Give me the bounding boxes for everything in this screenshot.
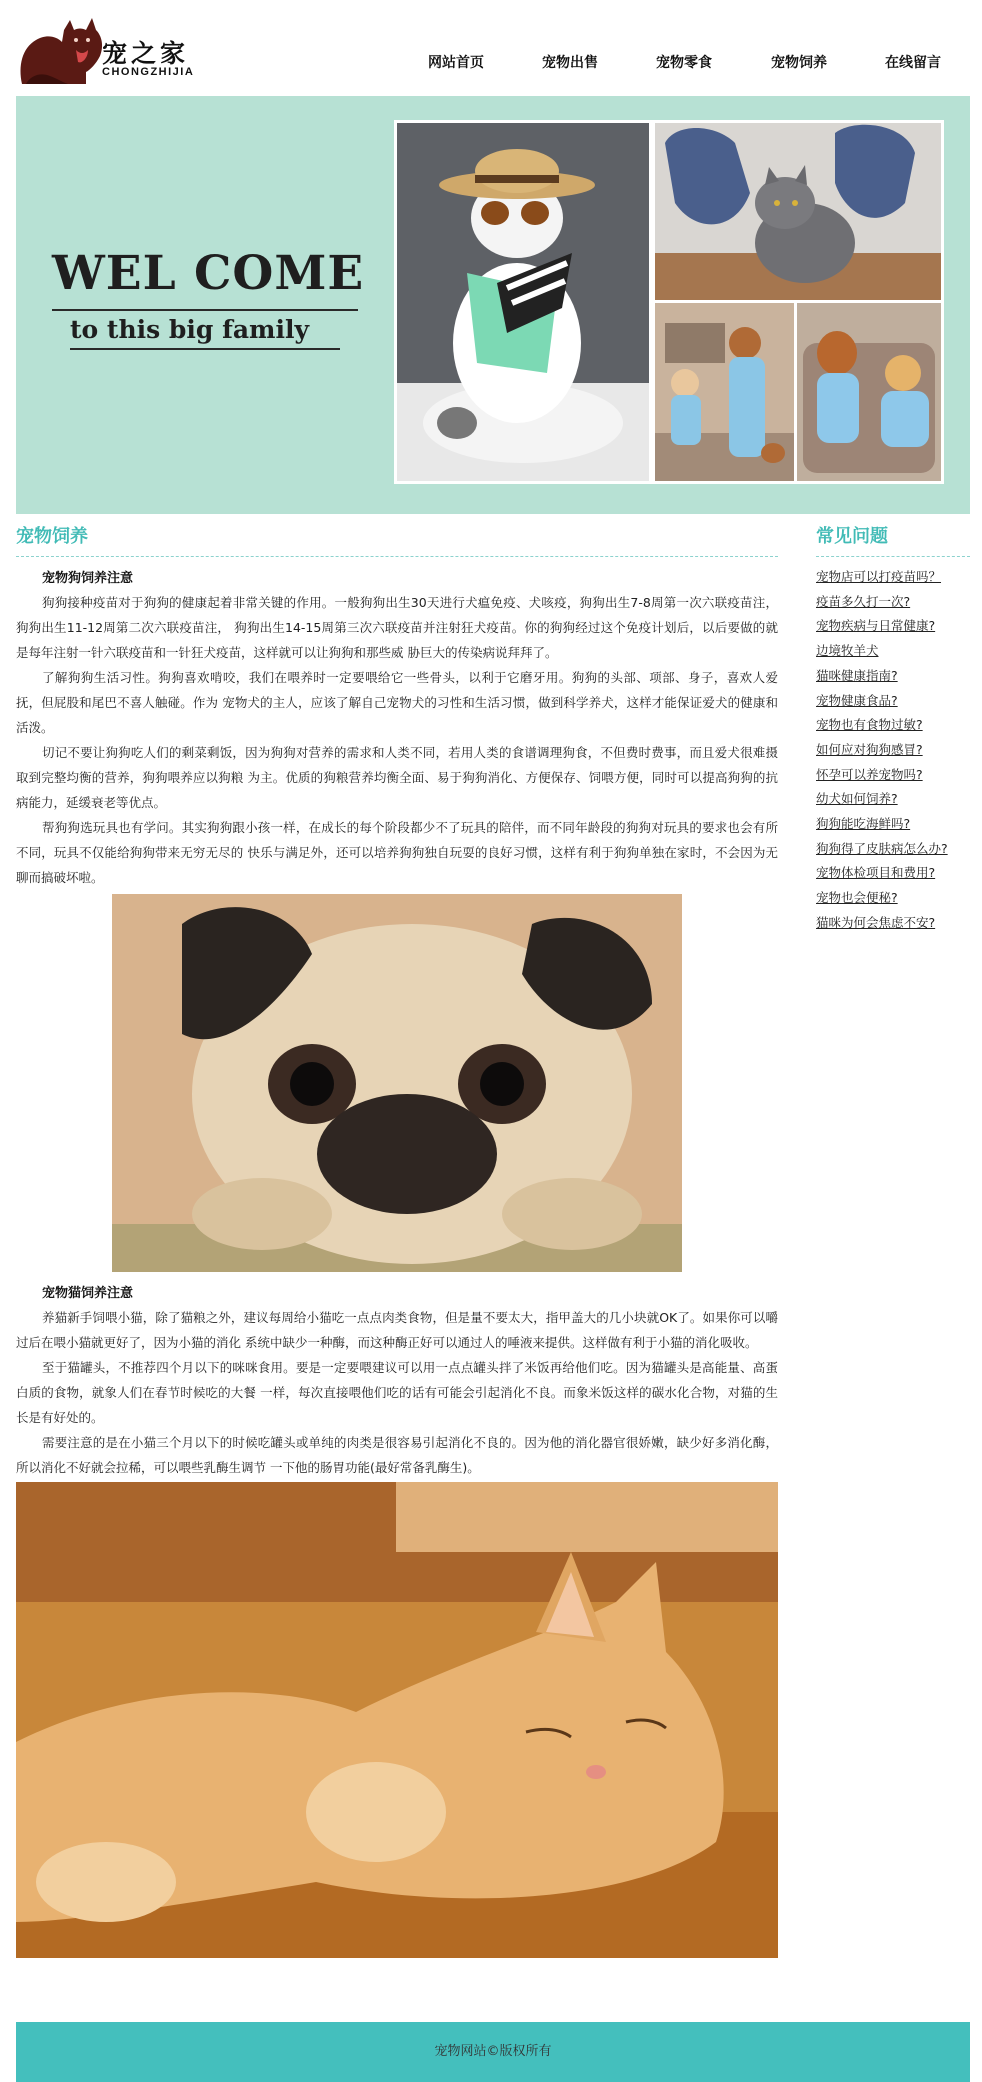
sleeping-cat-photo <box>16 1482 778 1958</box>
dog-paragraph: 帮狗狗选玩具也有学问。其实狗狗跟小孩一样，在成长的每个阶段都少不了玩具的陪伴，而不同年龄段的狗狗对玩具的要求也会有所不同，玩具不仅能给狗狗带来无穷无尽的 快乐与满足外，还可以培养狗狗独自玩耍的良好习惯，这样有利于狗狗单独在家时，不会因为无聊而搞破坏啦。 <box>16 820 778 885</box>
main-content <box>16 524 778 1958</box>
welcome-divider <box>52 309 358 311</box>
main-nav <box>400 52 970 74</box>
nav-pet-care[interactable]: 宠物饲养 <box>771 55 827 71</box>
faq-link[interactable]: 狗狗能吃海鲜吗? <box>816 816 911 832</box>
faq-link[interactable]: 猫咪健康指南? <box>816 667 898 683</box>
site-logo[interactable] <box>16 10 206 86</box>
copyright-text: 宠物网站©版权所有 <box>434 2044 552 2059</box>
cat-paragraph: 需要注意的是在小猫三个月以下的时候吃罐头或单纯的肉类是很容易引起消化不良的。因为他的消化器官很娇嫩，缺少好多消化酶，所以消化不好就会拉稀，可以喂些乳酶生调节 一下他的肠胃功能(最好常备乳酶生)。 <box>16 1435 778 1475</box>
faq-link[interactable]: 疫苗多久打一次? <box>816 593 911 609</box>
dog-and-child-couch-photo <box>794 300 944 484</box>
cat-logo-icon <box>16 10 108 86</box>
faq-link[interactable]: 猫咪为何会焦虑不安? <box>816 914 936 930</box>
faq-link[interactable]: 幼犬如何饲养? <box>816 791 898 807</box>
grooming-glove-cat-photo <box>652 120 944 304</box>
section-title: 宠物饲养 <box>16 526 88 547</box>
faq-link[interactable]: 狗狗得了皮肤病怎么办? <box>816 840 948 856</box>
welcome-text <box>52 246 372 350</box>
faq-link[interactable]: 边境牧羊犬 <box>816 643 879 659</box>
faq-link[interactable]: 如何应对狗狗感冒? <box>816 741 923 757</box>
site-footer <box>16 2022 970 2082</box>
dog-care-heading: 宠物狗饲养注意 <box>42 571 134 586</box>
faq-link[interactable]: 宠物疾病与日常健康? <box>816 618 936 634</box>
dog-paragraph: 狗狗接种疫苗对于狗狗的健康起着非常关键的作用。一般狗狗出生30天进行犬瘟免疫、犬咳疫，狗狗出生7-8周第一次六联疫苗注，狗狗出生11-12周第二次六联疫苗注， 狗狗出生14-15周第三次六联疫苗并注射狂犬疫苗。你的狗狗经过这个免疫计划后，以后要做的就是每年注射一针六联疫苗和一针狂犬疫苗，这样就可以让狗狗和那些威 胁巨大的传染病说拜拜了。 <box>16 595 778 660</box>
nav-pet-snacks[interactable]: 宠物零食 <box>656 55 712 71</box>
cat-paragraph: 养猫新手饲喂小猫，除了猫粮之外，建议每周给小猫吃一点点肉类食物，但是量不要太大，指甲盖大的几小块就OK了。如果你可以嚼过后在喂小猫就更好了，因为小猫的消化 系统中缺少一种酶，而这种酶正好可以通过人的唾液来提供。这样做有利于小猫的消化吸收。 <box>16 1310 778 1350</box>
faq-sidebar <box>816 524 970 936</box>
cat-paragraph: 至于猫罐头，不推荐四个月以下的咪咪食用。要是一定要喂建议可以用一点点罐头拌了米饭再给他们吃。因为猫罐头是高能量、高蛋白质的食物，就象人们在春节时候吃的大餐 一样，每次直接喂他们吃的话有可能会引起消化不良。而象米饭这样的碳水化合物，对猫的生长是有好处的。 <box>16 1360 778 1425</box>
cat-care-heading: 宠物猫饲养注意 <box>42 1286 134 1301</box>
nav-home[interactable]: 网站首页 <box>428 55 484 71</box>
logo-name: 宠之家 <box>102 39 190 68</box>
welcome-underline <box>70 348 340 350</box>
faq-link[interactable]: 宠物也有食物过敏? <box>816 717 923 733</box>
faq-title: 常见问题 <box>816 526 888 547</box>
pug-photo <box>112 894 682 1272</box>
faq-link[interactable]: 宠物店可以打疫苗吗？ <box>816 569 942 584</box>
faq-link[interactable]: 宠物健康食品? <box>816 692 898 708</box>
welcome-title: WEL COME <box>52 246 365 301</box>
logo-pinyin: CHONGZHIJIA <box>102 66 195 78</box>
faq-divider <box>816 556 970 557</box>
faq-link[interactable]: 宠物体检项目和费用? <box>816 865 936 881</box>
hero-banner <box>16 96 970 514</box>
welcome-subtitle: to this big family <box>70 315 310 344</box>
child-and-dog-photo <box>652 300 798 484</box>
cat-with-hat-photo <box>394 120 652 484</box>
faq-link[interactable]: 怀孕可以养宠物吗? <box>816 766 923 782</box>
nav-message[interactable]: 在线留言 <box>885 55 941 71</box>
nav-pet-sale[interactable]: 宠物出售 <box>542 55 598 71</box>
site-header <box>0 0 982 96</box>
section-divider <box>16 556 778 557</box>
dog-paragraph: 了解狗狗生活习性。狗狗喜欢啃咬，我们在喂养时一定要喂给它一些骨头，以利于它磨牙用。狗狗的头部、项部、身子，喜欢人爱抚，但屁股和尾巴不喜人触碰。作为 宠物犬的主人，应该了解自己宠物犬的习性和生活习惯，做到科学养犬，这样才能保证爱犬的健康和活泼。 <box>16 670 778 735</box>
faq-link[interactable]: 宠物也会便秘? <box>816 890 898 906</box>
dog-paragraph: 切记不要让狗狗吃人们的剩菜剩饭，因为狗狗对营养的需求和人类不同，若用人类的食谱调理狗食，不但费时费事，而且爱犬很难摄取到完整均衡的营养，狗狗喂养应以狗粮 为主。优质的狗粮营养均衡全面、易于狗狗消化、方便保存、饲喂方便，同时可以提高狗狗的抗病能力，延缓衰老等优点。 <box>16 745 778 810</box>
